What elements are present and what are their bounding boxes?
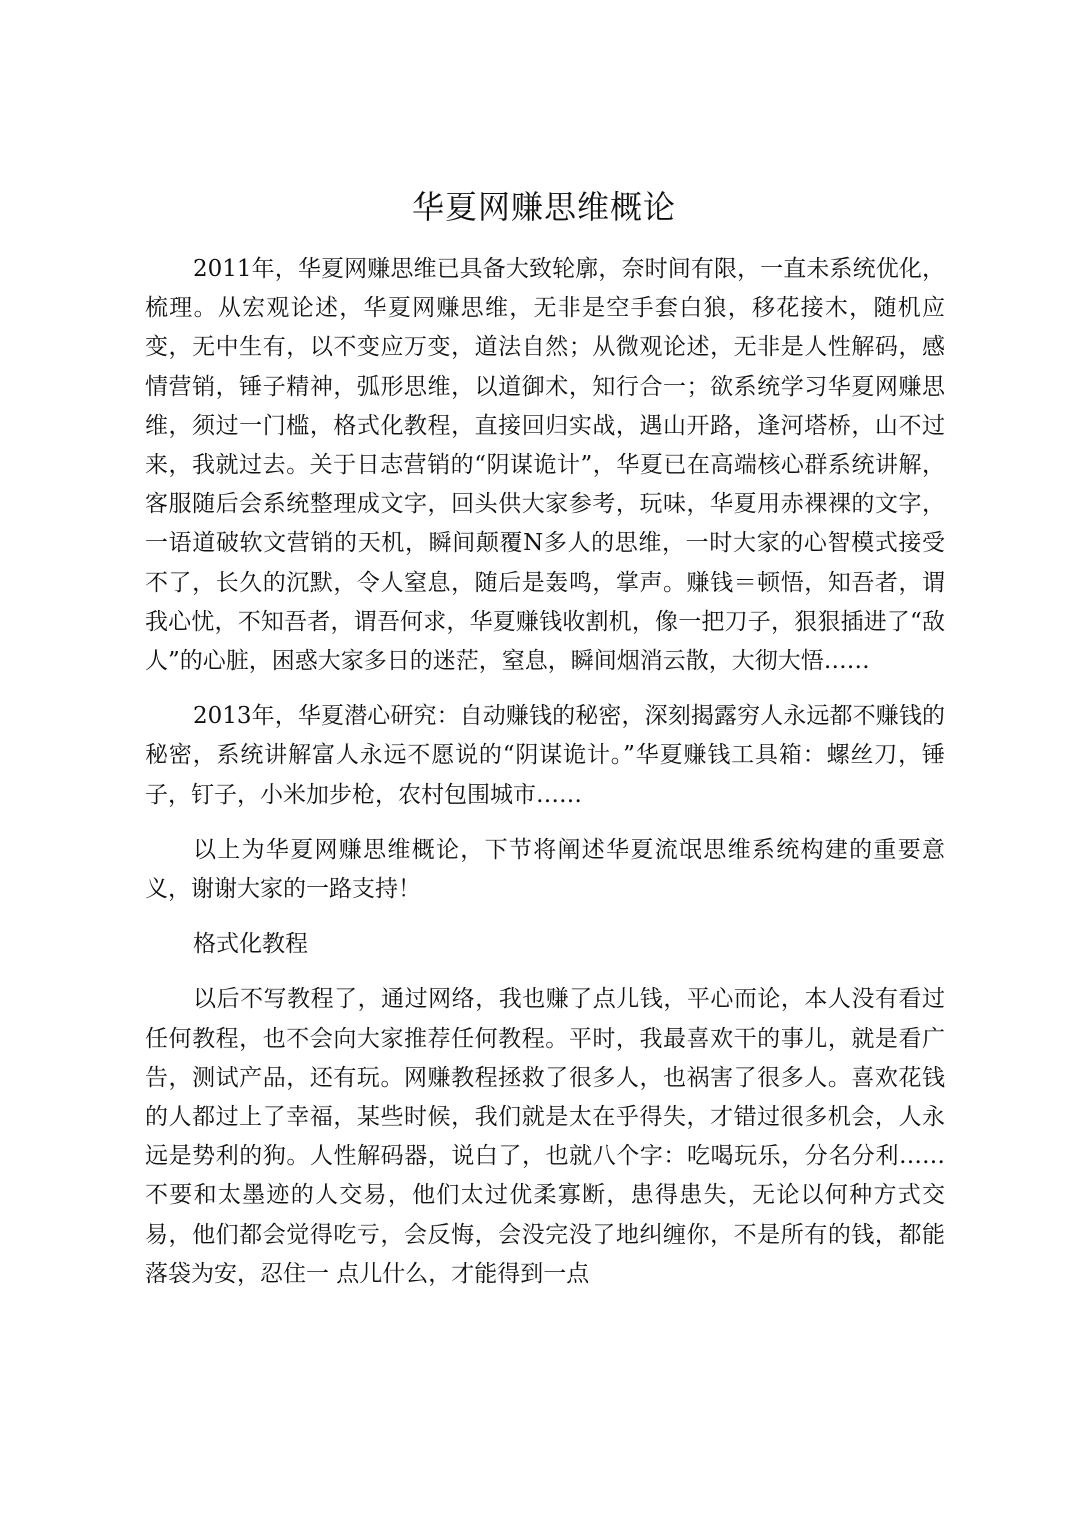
paragraph-summary: 以上为华夏网赚思维概论，下节将阐述华夏流氓思维系统构建的重要意义，谢谢大家的一路支持！ (145, 836, 945, 903)
paragraph-2013: 2013年，华夏潜心研究：自动赚钱的秘密，深刻揭露穷人永远都不赚钱的秘密，系统讲解富人永远不愿说的“阴谋诡计。”华夏赚钱工具箱：螺丝刀，锤子，钉子，小米加步枪，农村包围城市…… (145, 703, 945, 808)
document-body (145, 250, 945, 1294)
paragraph-tutorial: 以后不写教程了，通过网络，我也赚了点儿钱，平心而论，本人没有看过任何教程，也不会向大家推荐任何教程。平时，我最喜欢干的事儿，就是看广告，测试产品，还有玩。网赚教程拯救了很多人，也祸害了很多人。喜欢花钱的人都过上了幸福，某些时候，我们就是太在乎得失，才错过很多机会，人永远是势利的狗。人性解码器，说白了，也就八个字：吃喝玩乐，分名分利……不要和太墨迹的人交易，他们太过优柔寡断，患得患失，无论以何种方式交易，他们都会觉得吃亏，会反悔，会没完没了地纠缠你，不是所有的钱，都能落袋为安，忍住一 点儿什么，才能得到一点 (145, 986, 945, 1287)
document-title: 华夏网赚思维概论 (411, 188, 676, 226)
paragraph-2011: 2011年，华夏网赚思维已具备大致轮廓，奈时间有限，一直未系统优化，梳理。从宏观论述，华夏网赚思维，无非是空手套白狼，移花接木，随机应变，无中生有，以不变应万变，道法自然；从微观论述，无非是人性解码，感情营销，锤子精神，弧形思维，以道御术，知行合一；欲系统学习华夏网赚思维，须过一门槛，格式化教程，直接回归实战，遇山开路，逢河塔桥，山不过来，我就过去。关于日志营销的“阴谋诡计”，华夏已在高端核心群系统讲解，客服随后会系统整理成文字，回头供大家参考，玩味，华夏用赤裸裸的文字，一语道破软文营销的天机，瞬间颠覆N多人的思维，一时大家的心智模式接受不了，长久的沉默，令人窒息，随后是轰鸣，掌声。赚钱＝顿悟，知吾者，谓我心忧，不知吾者，谓吾何求，华夏赚钱收割机，像一把刀子，狠狠插进了“敌人”的心脏，困惑大家多日的迷茫，窒息，瞬间烟消云散，大彻大悟…… (145, 256, 945, 675)
section-heading: 格式化教程 (193, 931, 308, 958)
